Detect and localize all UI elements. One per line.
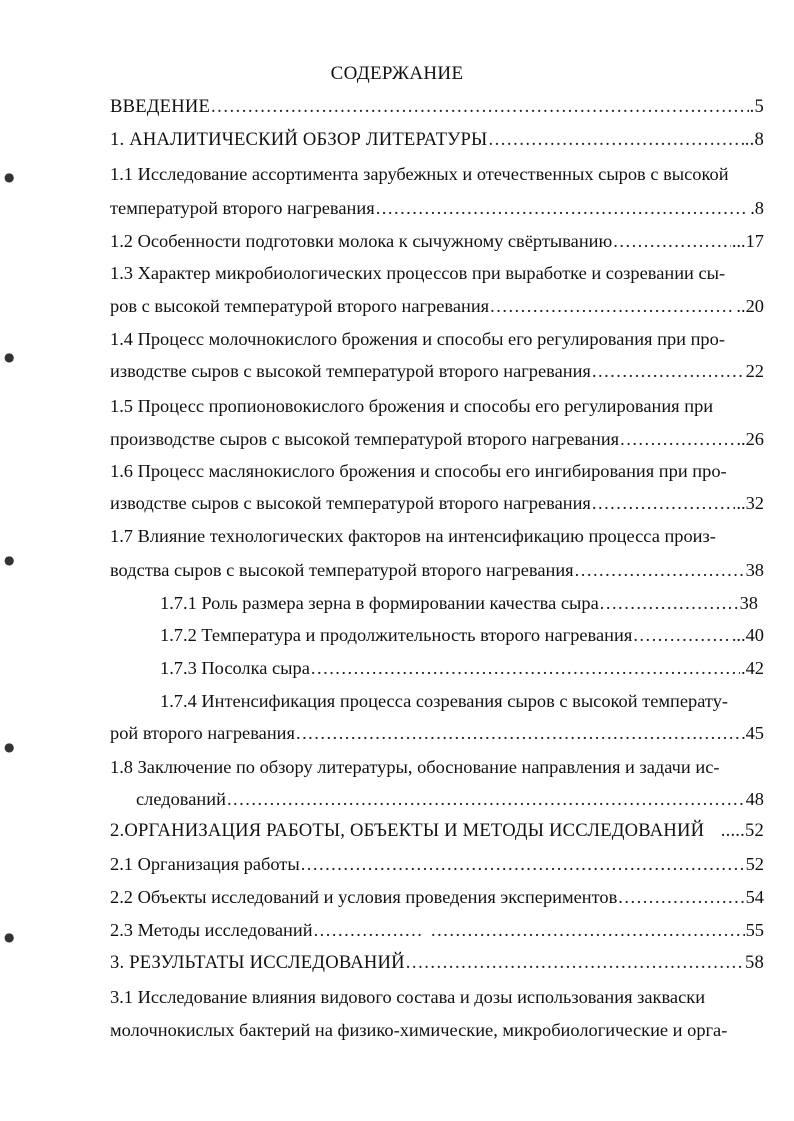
toc-entry-text: 1.5 Процесс пропионовокислого брожения и способы его регулирования при bbox=[110, 396, 714, 416]
toc-entry-page: ...17 bbox=[731, 231, 764, 251]
toc-entry bbox=[110, 853, 764, 877]
leader-dots bbox=[600, 592, 739, 614]
toc-entry-page: ..26 bbox=[736, 429, 764, 449]
leader-dots bbox=[301, 853, 745, 875]
toc-entry-line bbox=[110, 1019, 758, 1043]
toc-entry-page: ...40 bbox=[731, 625, 764, 645]
toc-entry bbox=[110, 952, 764, 976]
toc-entry bbox=[160, 624, 764, 648]
toc-entry-page: ..32 bbox=[736, 493, 764, 513]
toc-entry-page: 38 bbox=[745, 560, 764, 580]
leader-dots bbox=[311, 657, 740, 679]
toc-entry-page: .42 bbox=[741, 658, 764, 678]
toc-entry bbox=[110, 919, 764, 943]
toc-entry-text: 1.7.2 Температура и продолжительность второго нагревания bbox=[160, 625, 633, 645]
page-title: СОДЕРЖАНИЕ bbox=[330, 63, 464, 84]
toc-entry-text: изводстве сыров с высокой температурой второго нагревания bbox=[110, 493, 591, 513]
leader-dots bbox=[376, 197, 750, 219]
toc-entry-line bbox=[160, 690, 748, 714]
scan-mark: ● bbox=[4, 740, 15, 754]
leader-dots bbox=[592, 492, 736, 514]
toc-entry-page: 54 bbox=[745, 887, 764, 907]
toc-entry-page: ..20 bbox=[736, 296, 764, 316]
toc-entry bbox=[110, 360, 764, 384]
toc-entry-text: 2.ОРГАНИЗАЦИЯ РАБОТЫ, ОБЪЕКТЫ И МЕТОДЫ ИССЛЕДОВАНИЙ bbox=[110, 820, 705, 841]
toc-entry-page: .5 bbox=[749, 96, 764, 117]
toc-entry-text: ВВЕДЕНИЕ bbox=[110, 96, 211, 117]
toc-entry-text: 3. РЕЗУЛЬТАТЫ ИССЛЕДОВАНИЙ bbox=[110, 952, 405, 973]
toc-entry-page: 52 bbox=[745, 854, 764, 874]
leader-dots bbox=[296, 722, 745, 744]
toc-entry-text: 2.2 Объекты исследований и условия проведения экспериментов bbox=[110, 887, 618, 907]
toc-entry bbox=[110, 129, 764, 153]
toc-entry-text: 1.1 Исследование ассортимента зарубежных и отечественных сыров с высокой bbox=[110, 164, 729, 184]
toc-entry-text: рой второго нагревания bbox=[110, 723, 295, 743]
toc-entry bbox=[110, 295, 764, 319]
toc-entry-page: .8 bbox=[750, 198, 764, 218]
toc-entry-page: 38 bbox=[739, 593, 758, 613]
leader-dots bbox=[227, 788, 745, 810]
leader-dots bbox=[490, 295, 735, 317]
toc-entry-text: молочнокислых бактерий на физико-химические, микробиологические и орга- bbox=[110, 1020, 728, 1040]
scan-mark: ● bbox=[4, 170, 15, 184]
toc-entry-text: 1.2 Особенности подготовки молока к сычужному свёртыванию bbox=[110, 231, 613, 251]
toc-entry-text: 1.7 Влияние технологических факторов на интенсификацию процесса произ- bbox=[110, 526, 716, 546]
toc-entry bbox=[136, 788, 764, 812]
leader-dots bbox=[488, 129, 743, 151]
toc-entry-text: следований bbox=[136, 789, 226, 809]
toc-entry-page: ..8 bbox=[744, 129, 764, 150]
toc-entry-text: 1.8 Заключение по обзору литературы, обоснование направления и задачи ис- bbox=[110, 757, 720, 777]
scan-mark: ● bbox=[4, 350, 15, 364]
toc-entry-text: 1.7.1 Роль размера зерна в формировании качества сыра bbox=[160, 593, 599, 613]
toc-entry-line bbox=[110, 756, 758, 780]
toc-entry bbox=[110, 96, 764, 120]
toc-entry-text: 1.7.4 Интенсификация процесса созревания сыров с высокой температу- bbox=[160, 691, 729, 711]
toc-entry-text: водства сыров с высокой температурой второго нагревания bbox=[110, 560, 574, 580]
leader-dots bbox=[613, 230, 731, 252]
toc-entry-page: 55 bbox=[745, 920, 764, 940]
toc-entry-text: 3.1 Исследование влияния видового состава и дозы использования закваски bbox=[110, 987, 706, 1007]
leader-dots bbox=[592, 360, 745, 382]
toc-entry-line bbox=[110, 460, 758, 484]
toc-entry bbox=[110, 492, 764, 516]
toc-entry-page: 45 bbox=[745, 723, 764, 743]
toc-entry-line bbox=[110, 525, 758, 549]
toc-entry bbox=[110, 197, 764, 221]
toc-entry bbox=[160, 657, 764, 681]
leader-dots bbox=[431, 919, 745, 941]
toc-entry bbox=[160, 592, 758, 616]
leader-dots bbox=[575, 559, 745, 581]
toc-entry bbox=[110, 722, 764, 746]
toc-entry-line bbox=[110, 986, 755, 1010]
toc-entry bbox=[110, 230, 764, 254]
leader-dots bbox=[314, 919, 424, 941]
toc-entry-page: 48 bbox=[745, 789, 764, 809]
scan-mark: ● bbox=[4, 930, 15, 944]
toc-entry bbox=[110, 559, 764, 583]
toc-entry-text: 2.3 Методы исследований bbox=[110, 920, 313, 940]
leader-dots bbox=[618, 886, 744, 908]
toc-entry-line bbox=[110, 163, 754, 187]
toc-entry-text: 1.6 Процесс маслянокислого брожения и способы его ингибирования при про- bbox=[110, 461, 727, 481]
toc-entry-page: 58 bbox=[745, 952, 764, 973]
toc-entry-line bbox=[110, 262, 755, 286]
toc-entry-text: 1. АНАЛИТИЧЕСКИЙ ОБЗОР ЛИТЕРАТУРЫ bbox=[110, 129, 488, 150]
toc-entry-text: 1.3 Характер микробиологических процессов при выработке и созревании сы- bbox=[110, 263, 726, 283]
leader-dots bbox=[620, 428, 735, 450]
toc-entry-line bbox=[110, 395, 754, 419]
toc-entry-text: производстве сыров с высокой температурой второго нагревания bbox=[110, 429, 620, 449]
leader-dots bbox=[633, 624, 731, 646]
toc-entry-page: 22 bbox=[745, 361, 764, 381]
toc-entry-text: 1.7.3 Посолка сыра bbox=[160, 658, 310, 678]
leader-dots bbox=[406, 952, 744, 974]
leader-dots bbox=[211, 96, 749, 118]
toc-entry bbox=[110, 820, 764, 844]
scan-mark: ● bbox=[4, 553, 15, 567]
toc-entry bbox=[110, 886, 764, 910]
toc-entry-line bbox=[110, 328, 758, 352]
toc-entry-text: ров с высокой температурой второго нагревания bbox=[110, 296, 490, 316]
toc-entry-text: изводстве сыров с высокой температурой второго нагревания bbox=[110, 361, 591, 381]
toc-entry-text: 2.1 Организация работы bbox=[110, 854, 300, 874]
toc-entry bbox=[110, 428, 764, 452]
toc-entry-page: .....52 bbox=[720, 820, 764, 841]
toc-entry-text: 1.4 Процесс молочнокислого брожения и способы его регулирования при про- bbox=[110, 329, 725, 349]
toc-entry-text: температурой второго нагревания bbox=[110, 198, 375, 218]
